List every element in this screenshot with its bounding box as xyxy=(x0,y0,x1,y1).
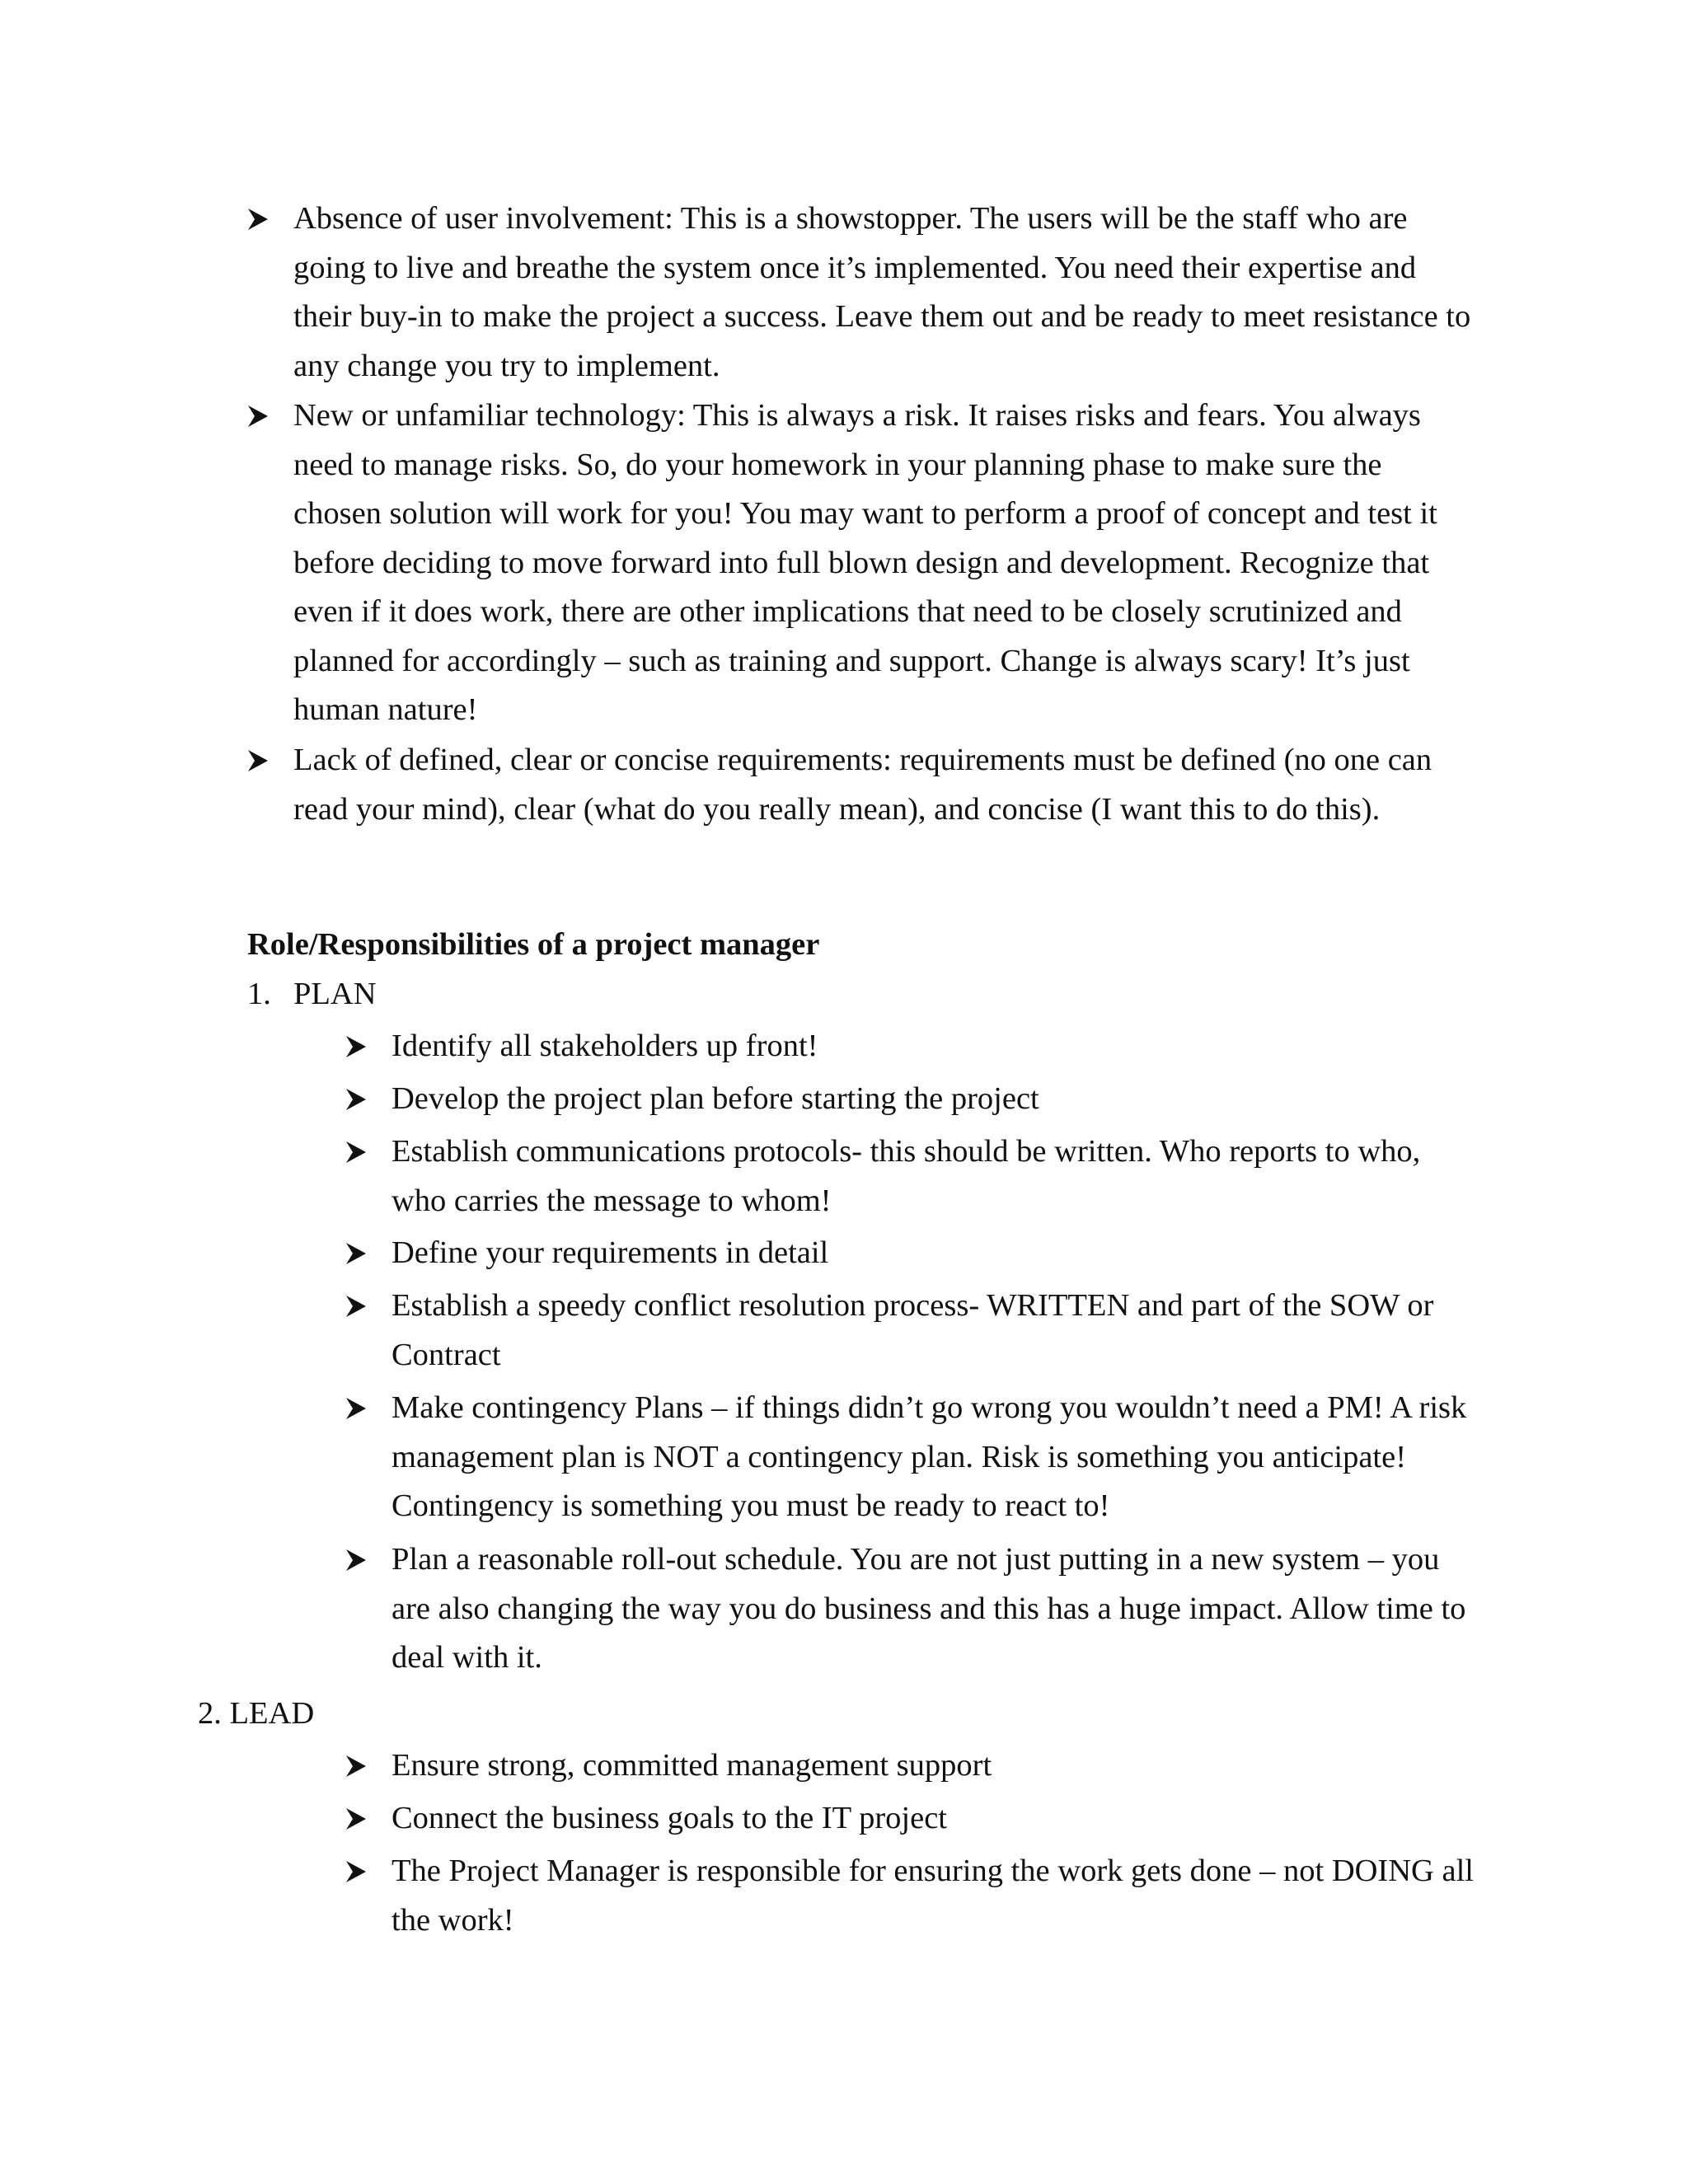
arrowhead-bullet-icon xyxy=(345,1794,375,1844)
intro-bullet xyxy=(247,391,1484,738)
arrowhead-bullet-icon xyxy=(345,1075,375,1124)
plan-bullet-text: Make contingency Plans – if things didn’t go wrong you wouldn’t need a PM! A risk management plan is NOT a contingency plan. Risk is something you anticipate! Contingency is something you must be ready to react to! xyxy=(392,1390,1467,1523)
arrowhead-bullet-icon xyxy=(247,391,277,441)
arrowhead-bullet-icon xyxy=(247,736,277,785)
plan-bullet xyxy=(345,1022,1483,1071)
plan-label: PLAN xyxy=(293,977,377,1011)
plan-bullet xyxy=(345,1127,1483,1226)
lead-bullet-text: The Project Manager is responsible for ensuring the work gets done – not DOING all the work! xyxy=(392,1854,1474,1938)
arrowhead-bullet-icon xyxy=(345,1229,375,1278)
arrowhead-bullet-icon xyxy=(247,194,277,244)
lead-bullet xyxy=(345,1847,1483,1946)
arrowhead-bullet-icon xyxy=(345,1127,375,1177)
plan-bullet-text: Establish communications protocols- this should be written. Who reports to who, who carries the message to whom! xyxy=(392,1134,1421,1218)
plan-bullet-text: Plan a reasonable roll-out schedule. You are not just putting in a new system – you are also changing the way you do business and this has a huge impact. Allow time to deal with it. xyxy=(392,1542,1466,1675)
lead-label: 2. LEAD xyxy=(198,1696,315,1731)
arrowhead-bullet-icon xyxy=(345,1535,375,1585)
intro-bullet-text: Absence of user involvement: This is a showstopper. The users will be the staff who are going to live and breathe the system once it’s implemented. You need their expertise and their buy-in to make the project a success. Leave them out and be ready to meet resistance to any change you try to implement. xyxy=(293,201,1471,383)
lead-bullet xyxy=(345,1794,1483,1844)
plan-bullet-text: Establish a speedy conflict resolution process- WRITTEN and part of the SOW or Contract xyxy=(392,1288,1434,1372)
plan-bullet xyxy=(345,1384,1483,1532)
intro-bullet xyxy=(247,194,1484,392)
plan-bullet xyxy=(345,1229,1483,1278)
plan-bullet xyxy=(345,1075,1483,1124)
lead-bullet-text: Ensure strong, committed management support xyxy=(392,1748,992,1783)
plan-bullet xyxy=(345,1535,1483,1684)
arrowhead-bullet-icon xyxy=(345,1384,375,1433)
arrowhead-bullet-icon xyxy=(345,1741,375,1791)
intro-bullet xyxy=(247,736,1484,835)
arrowhead-bullet-icon xyxy=(345,1022,375,1071)
section-heading: Role/Responsibilities of a project manager xyxy=(247,927,820,962)
plan-bullet-text: Identify all stakeholders up front! xyxy=(392,1029,818,1063)
arrowhead-bullet-icon xyxy=(345,1847,375,1896)
plan-bullet-text: Develop the project plan before starting the project xyxy=(392,1081,1039,1116)
plan-number: 1. xyxy=(247,977,271,1011)
intro-bullet-text: Lack of defined, clear or concise requirements: requirements must be defined (no one can read your mind), clear (what do you really mean), and concise (I want this to do this). xyxy=(293,743,1432,827)
lead-bullet xyxy=(345,1741,1483,1791)
intro-bullet-text: New or unfamiliar technology: This is always a risk. It raises risks and fears. You always need to manage risks. So, do your homework in your planning phase to make sure the chosen solution will work for you! You may want to perform a proof of concept and test it before deciding to move forward into full blown design and development. Recognize that even if it does work, there are other implications that need to be closely scrutinized and planned for accordingly – such as training and support. Change is always scary! It’s just human nature! xyxy=(293,398,1437,727)
lead-bullet-text: Connect the business goals to the IT project xyxy=(392,1801,947,1835)
plan-bullet-text: Define your requirements in detail xyxy=(392,1235,829,1270)
plan-bullet xyxy=(345,1282,1483,1380)
arrowhead-bullet-icon xyxy=(345,1282,375,1331)
